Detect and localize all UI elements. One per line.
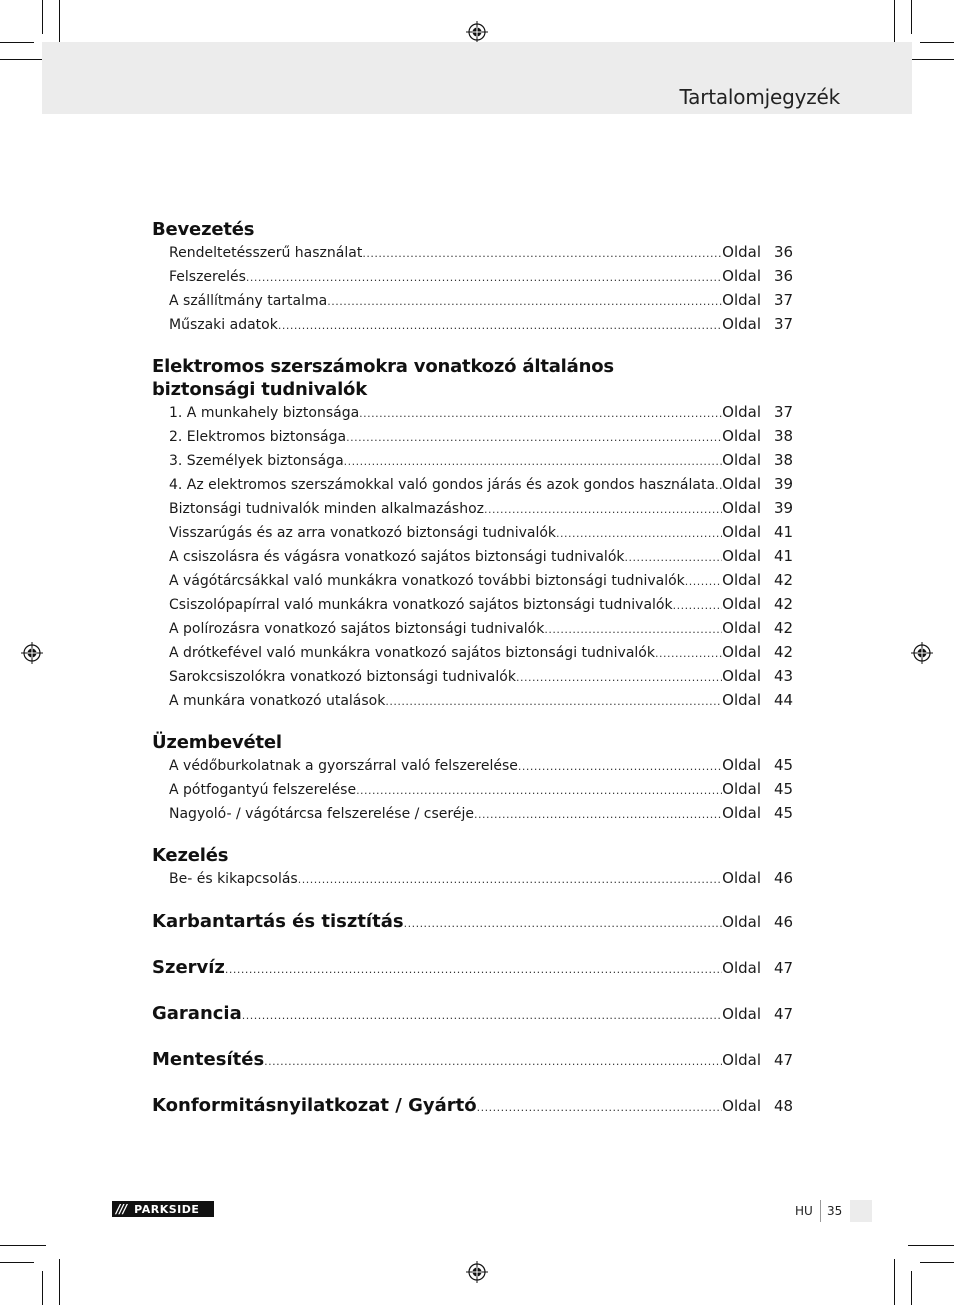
toc-entry[interactable] — [152, 802, 793, 826]
entry-page-ref — [722, 569, 793, 591]
toc-entry[interactable] — [152, 545, 793, 569]
toc-entry[interactable] — [152, 778, 793, 802]
toc-main-entries — [152, 909, 793, 1121]
registration-mark-icon — [466, 1261, 488, 1283]
dot-leader — [685, 570, 722, 593]
dot-leader — [544, 618, 722, 641]
entry-page-ref — [722, 593, 793, 615]
page-word: Oldal — [722, 523, 761, 541]
dot-leader — [362, 242, 722, 265]
entry-label: A csiszolásra és vágásra vonatkozó sajátos biztonsági tudnivalók — [169, 549, 625, 565]
page-word: Oldal — [722, 619, 761, 637]
page-word: Oldal — [722, 315, 761, 333]
dot-leader — [556, 522, 722, 545]
entry-label: A munkára vonatkozó utalások — [169, 693, 386, 709]
entry-label: Sarokcsiszolókra vonatkozó biztonsági tudnivalók — [169, 669, 516, 685]
page-number-value: 39 — [774, 475, 794, 493]
dot-leader — [518, 755, 722, 778]
entry-page-ref — [722, 802, 793, 824]
entry-label: 2. Elektromos biztonsága — [169, 429, 347, 445]
page-word: Oldal — [722, 571, 761, 589]
toc-section — [152, 355, 793, 713]
entry-page-ref — [722, 497, 793, 519]
page-number-value: 48 — [774, 1097, 794, 1115]
entry-page-ref — [722, 641, 793, 663]
entry-page-ref — [722, 449, 793, 471]
toc-main-entry[interactable] — [152, 1001, 793, 1029]
dot-leader — [246, 266, 722, 289]
entry-page-ref — [722, 521, 793, 543]
registration-mark-icon — [911, 642, 933, 664]
page-number-value: 47 — [774, 1051, 794, 1069]
entry-label: A drótkefével való munkákra vonatkozó sajátos biztonsági tudnivalók — [169, 645, 655, 661]
entry-page-ref — [722, 1047, 793, 1073]
toc-entry[interactable] — [152, 569, 793, 593]
parkside-logo — [112, 1201, 214, 1217]
page-word: Oldal — [722, 959, 761, 977]
entry-label: A szállítmány tartalma — [169, 293, 328, 309]
dot-leader — [264, 1047, 722, 1075]
entry-page-ref — [722, 425, 793, 447]
dot-leader — [344, 450, 722, 473]
header-band — [42, 42, 912, 114]
section-title: Bevezetés — [152, 219, 255, 240]
dot-leader — [404, 909, 723, 937]
page-number-value: 39 — [774, 499, 794, 517]
toc-section — [152, 218, 793, 337]
dot-leader — [298, 868, 722, 891]
toc-entry[interactable] — [152, 867, 793, 891]
page-word: Oldal — [722, 780, 761, 798]
page-number-value: 38 — [774, 427, 794, 445]
page-word: Oldal — [722, 475, 761, 493]
entry-page-ref — [722, 313, 793, 335]
dot-leader — [242, 1001, 722, 1029]
dot-leader — [516, 666, 722, 689]
page-number-value: 44 — [774, 691, 794, 709]
entry-label: A vágótárcsákkal való munkákra vonatkozó további biztonsági tudnivalók — [169, 573, 685, 589]
logo-stripes: /// — [116, 1202, 127, 1216]
dot-leader — [385, 690, 722, 713]
entry-page-ref — [722, 689, 793, 711]
main-entry-label: Karbantartás és tisztítás — [152, 911, 404, 932]
entry-page-ref — [722, 289, 793, 311]
page-word: Oldal — [722, 403, 761, 421]
dot-leader — [484, 498, 722, 521]
logo-brand: PARKSIDE — [134, 1202, 200, 1216]
page-word: Oldal — [722, 595, 761, 613]
toc-entry[interactable] — [152, 265, 793, 289]
page-word: Oldal — [722, 1097, 761, 1115]
dot-leader — [673, 594, 723, 617]
toc-entry[interactable] — [152, 401, 793, 425]
page-word: Oldal — [722, 1051, 761, 1069]
main-entry-label: Mentesítés — [152, 1049, 265, 1070]
page-word: Oldal — [722, 667, 761, 685]
entry-page-ref — [722, 473, 793, 495]
page-word: Oldal — [722, 804, 761, 822]
entry-page-ref — [722, 754, 793, 776]
toc-main-entry[interactable] — [152, 1093, 793, 1121]
toc-entry[interactable] — [152, 449, 793, 473]
toc-main-entry[interactable] — [152, 909, 793, 937]
toc-entry[interactable] — [152, 665, 793, 689]
section-title: Üzembevétel — [152, 732, 282, 753]
page-number-value: 41 — [774, 547, 794, 565]
main-entry-label: Szervíz — [152, 957, 225, 978]
toc-entry[interactable] — [152, 497, 793, 521]
toc-entry[interactable] — [152, 241, 793, 265]
entry-label: A polírozásra vonatkozó sajátos biztonsági tudnivalók — [169, 621, 545, 637]
page-number-value: 47 — [774, 1005, 794, 1023]
toc-entry[interactable] — [152, 689, 793, 713]
toc-section — [152, 731, 793, 826]
dot-leader — [474, 803, 722, 826]
entry-label: Nagyoló- / vágótárcsa felszerelése / cseréje — [169, 806, 474, 822]
entry-label: Be- és kikapcsolás — [169, 871, 298, 887]
entry-page-ref — [722, 778, 793, 800]
entry-label: 3. Személyek biztonsága — [169, 453, 344, 469]
toc-entry[interactable] — [152, 593, 793, 617]
toc-main-entry[interactable] — [152, 1047, 793, 1075]
entry-page-ref — [722, 1001, 793, 1027]
entry-page-ref — [722, 955, 793, 981]
page-title: Tartalomjegyzék — [679, 85, 840, 109]
page-number-value: 36 — [774, 267, 794, 285]
entry-page-ref — [722, 909, 793, 935]
page-number-value: 41 — [774, 523, 794, 541]
page-number-value: 42 — [774, 619, 794, 637]
language-code: HU — [795, 1204, 813, 1218]
dot-leader — [346, 426, 722, 449]
dot-leader — [356, 779, 722, 802]
toc-section — [152, 844, 793, 891]
entry-label: Felszerelés — [169, 269, 246, 285]
toc-entry[interactable] — [152, 521, 793, 545]
page-word: Oldal — [722, 243, 761, 261]
page-word: Oldal — [722, 499, 761, 517]
footer-divider — [820, 1200, 821, 1222]
page-number-value: 46 — [774, 869, 794, 887]
toc-entry[interactable] — [152, 617, 793, 641]
page-number-value: 45 — [774, 804, 794, 822]
table-of-contents — [152, 218, 793, 1139]
registration-mark-icon — [466, 21, 488, 43]
entry-label: A pótfogantyú felszerelése — [169, 782, 357, 798]
toc-entry[interactable] — [152, 754, 793, 778]
toc-main-entry[interactable] — [152, 955, 793, 983]
entry-label: 4. Az elektromos szerszámokkal való gondos járás és azok gondos használata — [169, 477, 716, 493]
page-number-value: 42 — [774, 595, 794, 613]
page-word: Oldal — [722, 427, 761, 445]
page-word: Oldal — [722, 756, 761, 774]
main-entry-label: Konformitásnyilatkozat / Gyártó — [152, 1095, 477, 1116]
dot-leader — [359, 402, 722, 425]
toc-entry[interactable] — [152, 313, 793, 337]
entry-label: Biztonsági tudnivalók minden alkalmazáshoz — [169, 501, 485, 517]
entry-page-ref — [722, 1093, 793, 1119]
page-word: Oldal — [722, 869, 761, 887]
page-word: Oldal — [722, 913, 761, 931]
page-number-value: 45 — [774, 756, 794, 774]
footer-tab-box — [850, 1200, 872, 1222]
entry-label: Műszaki adatok — [169, 317, 278, 333]
entry-page-ref — [722, 867, 793, 889]
entry-page-ref — [722, 665, 793, 687]
page-word: Oldal — [722, 291, 761, 309]
page-number-value: 47 — [774, 959, 794, 977]
page-word: Oldal — [722, 267, 761, 285]
toc-entry[interactable] — [152, 425, 793, 449]
page-number-value: 42 — [774, 571, 794, 589]
dot-leader — [715, 474, 722, 497]
page-number-value: 37 — [774, 403, 794, 421]
page-number-value: 45 — [774, 780, 794, 798]
dot-leader — [625, 546, 723, 569]
page-number-value: 37 — [774, 315, 794, 333]
dot-leader — [278, 314, 722, 337]
dot-leader — [225, 955, 722, 983]
dot-leader — [327, 290, 722, 313]
toc-entry[interactable] — [152, 289, 793, 313]
page-number-value: 42 — [774, 643, 794, 661]
section-title: Elektromos szerszámokra vonatkozó általános biztonsági tudnivalók — [152, 356, 614, 400]
entry-page-ref — [722, 265, 793, 287]
entry-page-ref — [722, 545, 793, 567]
entry-label: Rendeltetésszerű használat — [169, 245, 363, 261]
entry-label: Csiszolópapírral való munkákra vonatkozó sajátos biztonsági tudnivalók — [169, 597, 673, 613]
entry-label: Visszarúgás és az arra vonatkozó biztonsági tudnivalók — [169, 525, 557, 541]
registration-mark-icon — [21, 642, 43, 664]
toc-entry[interactable] — [152, 473, 793, 497]
main-entry-label: Garancia — [152, 1003, 242, 1024]
page-number: 35 — [827, 1204, 843, 1218]
entry-page-ref — [722, 401, 793, 423]
entry-label: 1. A munkahely biztonsága — [169, 405, 360, 421]
page-number-value: 38 — [774, 451, 794, 469]
entry-page-ref — [722, 241, 793, 263]
page-number-value: 37 — [774, 291, 794, 309]
entry-label: A védőburkolatnak a gyorszárral való felszerelése — [169, 758, 518, 774]
dot-leader — [477, 1093, 723, 1121]
page-word: Oldal — [722, 547, 761, 565]
section-title: Kezelés — [152, 845, 229, 866]
toc-entry[interactable] — [152, 641, 793, 665]
page-word: Oldal — [722, 691, 761, 709]
entry-page-ref — [722, 617, 793, 639]
page-word: Oldal — [722, 643, 761, 661]
dot-leader — [655, 642, 722, 665]
page-number-value: 46 — [774, 913, 794, 931]
page-number-value: 36 — [774, 243, 794, 261]
page-word: Oldal — [722, 1005, 761, 1023]
page-number-value: 43 — [774, 667, 794, 685]
page-word: Oldal — [722, 451, 761, 469]
